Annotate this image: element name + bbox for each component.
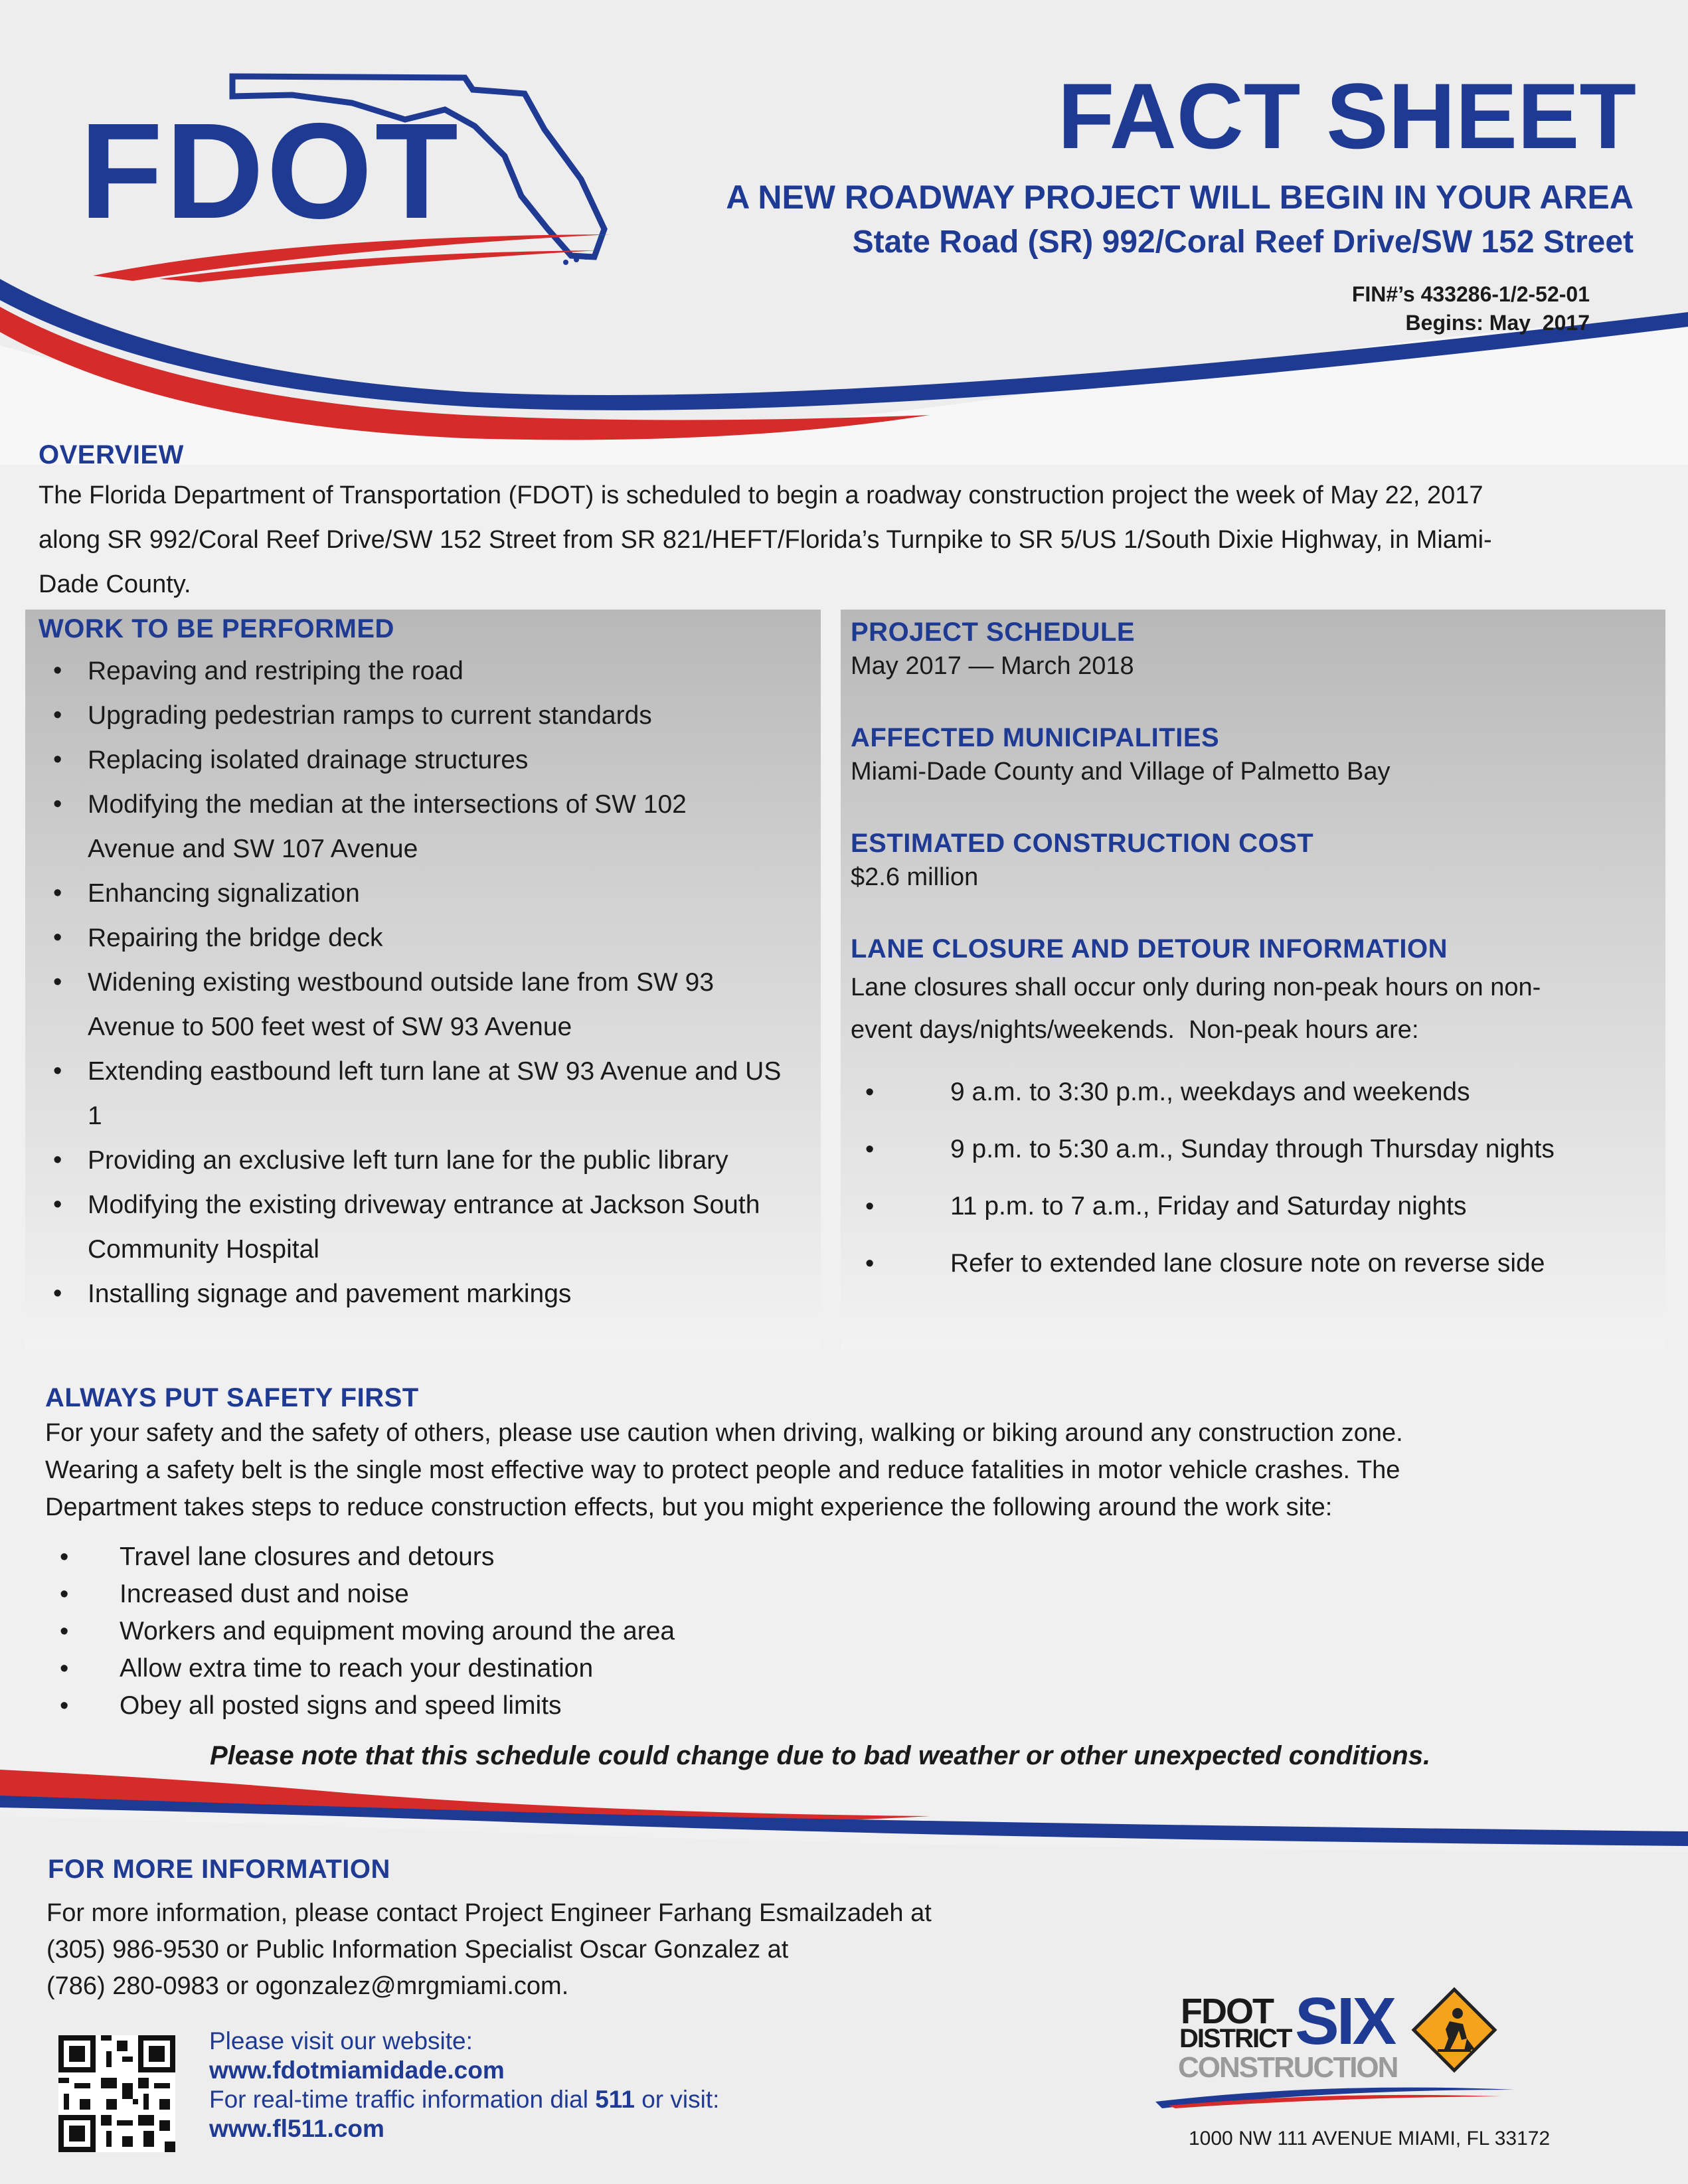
schedule-value: May 2017 — March 2018 — [851, 652, 1134, 680]
list-item: • Enhancing signalization — [39, 871, 815, 916]
office-address: 1000 NW 111 AVENUE MIAMI, FL 33172 — [1189, 2128, 1551, 2149]
lane-heading: LANE CLOSURE AND DETOUR INFORMATION — [851, 934, 1448, 964]
list-item: • Travel lane closures and detours — [45, 1539, 1041, 1576]
list-item: • Repaving and restriping the road — [39, 649, 815, 693]
list-item: • Providing an exclusive left turn lane for the public library — [39, 1138, 815, 1183]
list-item: • Workers and equipment moving around the area — [45, 1613, 1041, 1650]
fin-number: FIN#’s 433286-1/2-52-01 — [1351, 282, 1590, 306]
safety-text — [45, 1414, 1652, 1526]
info-line: (786) 280-0983 or ogonzalez@mrgmiami.com. — [46, 1972, 569, 2000]
municipalities-heading: AFFECTED MUNICIPALITIES — [851, 723, 1220, 752]
list-item: • Modifying the median at the intersections of SW 102 Avenue and SW 107 Avenue — [39, 782, 815, 871]
website-block — [209, 2027, 719, 2143]
visit-label: Please visit our website: — [209, 2027, 473, 2055]
list-item: • Increased dust and noise — [45, 1576, 1041, 1613]
list-item: • Replacing isolated drainage structures — [39, 738, 815, 782]
list-item: • Refer to extended lane closure note on reverse side — [851, 1235, 1654, 1292]
page-title: FACT SHEET — [1057, 64, 1636, 168]
overview-text — [39, 473, 1659, 607]
lane-hours-list — [851, 1064, 1654, 1292]
list-item: • 11 p.m. to 7 a.m., Friday and Saturday nights — [851, 1178, 1654, 1235]
work-list — [39, 649, 815, 1316]
construction-worker-icon — [1411, 1987, 1497, 2073]
info-heading: FOR MORE INFORMATION — [48, 1855, 390, 1884]
overview-line: The Florida Department of Transportation (FDOT) is scheduled to begin a roadway construction project the week of May 22, 2017 — [39, 481, 1483, 509]
district-logo-six: SIX — [1295, 1984, 1394, 2058]
fl511-link[interactable]: www.fl511.com — [209, 2115, 384, 2142]
list-item: • Installing signage and pavement markings — [39, 1272, 815, 1316]
district-logo-swoosh — [1155, 2082, 1514, 2108]
page-subtitle: A NEW ROADWAY PROJECT WILL BEGIN IN YOUR AREA — [726, 179, 1634, 216]
work-heading: WORK TO BE PERFORMED — [39, 614, 394, 643]
road-name: State Road (SR) 992/Coral Reef Drive/SW 152 Street — [852, 224, 1634, 260]
schedule-heading: PROJECT SCHEDULE — [851, 618, 1136, 647]
cost-heading: ESTIMATED CONSTRUCTION COST — [851, 829, 1314, 858]
safety-heading: ALWAYS PUT SAFETY FIRST — [45, 1383, 419, 1412]
safety-line: For your safety and the safety of others, please use caution when driving, walking or biking around any construction zone. — [45, 1419, 1403, 1447]
schedule-note: Please note that this schedule could change due to bad weather or other unexpected conditions. — [210, 1741, 1431, 1770]
district-logo-fdot: FDOT — [1181, 1991, 1273, 2031]
district-logo-construction: CONSTRUCTION — [1178, 2051, 1398, 2084]
info-line: (305) 986-9530 or Public Information Specialist Oscar Gonzalez at — [46, 1936, 789, 1964]
list-item: • 9 a.m. to 3:30 p.m., weekdays and weekends — [851, 1064, 1654, 1121]
list-item: • Modifying the existing driveway entrance at Jackson South Community Hospital — [39, 1183, 815, 1272]
district-logo-district: DISTRICT — [1179, 2024, 1292, 2053]
cost-value: $2.6 million — [851, 863, 979, 891]
overview-line: along SR 992/Coral Reef Drive/SW 152 Street from SR 821/HEFT/Florida’s Turnpike to SR 5/US 1/South Dixie Highway, in Miami- — [39, 526, 1492, 554]
begin-date: Begins: May 2017 — [1405, 311, 1590, 335]
info-text — [46, 1895, 1109, 2005]
fdot-logo — [80, 63, 624, 282]
overview-line: Dade County. — [39, 570, 191, 598]
list-item: • Upgrading pedestrian ramps to current standards — [39, 693, 815, 738]
traffic-text: or visit: — [634, 2086, 720, 2113]
schedule-panel-content — [851, 618, 1654, 1292]
website-link[interactable]: www.fdotmiamidade.com — [209, 2057, 505, 2084]
logo-red-swoosh — [93, 222, 611, 282]
traffic-number: 511 — [595, 2086, 635, 2113]
lane-text-line: event days/nights/weekends. Non-peak hours are: — [851, 1016, 1419, 1044]
lane-text-line: Lane closures shall occur only during non-peak hours on non- — [851, 973, 1541, 1001]
list-item: • 9 p.m. to 5:30 a.m., Sunday through Thursday nights — [851, 1121, 1654, 1178]
municipalities-value: Miami-Dade County and Village of Palmetto Bay — [851, 758, 1391, 786]
list-item: • Repairing the bridge deck — [39, 916, 815, 960]
qr-code-icon — [58, 2035, 175, 2152]
list-item: • Widening existing westbound outside lane from SW 93 Avenue to 500 feet west of SW 93 Avenue — [39, 960, 815, 1049]
safety-list — [45, 1539, 1041, 1724]
district-six-logo — [1155, 1984, 1514, 2125]
info-line: For more information, please contact Project Engineer Farhang Esmailzadeh at — [46, 1899, 932, 1927]
safety-line: Wearing a safety belt is the single most effective way to protect people and reduce fatalities in motor vehicle crashes. The — [45, 1456, 1400, 1484]
safety-line: Department takes steps to reduce construction effects, but you might experience the following around the work site: — [45, 1493, 1333, 1521]
traffic-text: For real-time traffic information dial — [209, 2086, 596, 2113]
list-item: • Obey all posted signs and speed limits — [45, 1687, 1041, 1724]
logo-text: FDOT — [80, 95, 461, 247]
list-item: • Extending eastbound left turn lane at SW 93 Avenue and US 1 — [39, 1049, 815, 1138]
traffic-line — [209, 2085, 719, 2114]
list-item: • Allow extra time to reach your destination — [45, 1650, 1041, 1687]
overview-heading: OVERVIEW — [39, 440, 184, 469]
